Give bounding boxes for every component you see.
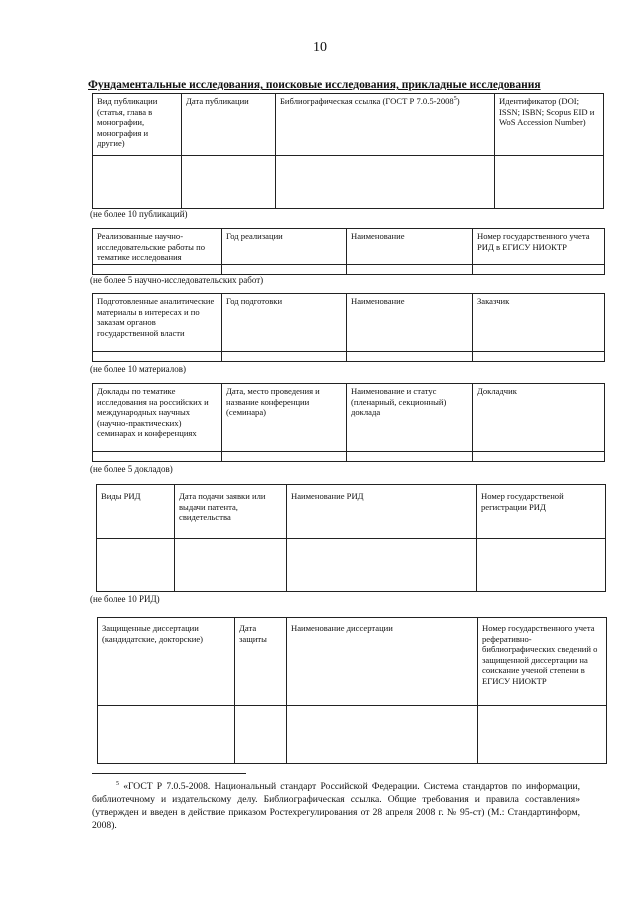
footnote-text: «ГОСТ Р 7.0.5-2008. Национальный стандарт Российской Федерации. Система стандартов по информации, библиотечному и издательскому делу. Библиографическая ссылка. Общие требования и правила составления» (утвержден и введен в действие приказом Ростехрегулирования от 28 апреля 2008 г. № 95-ст) (М.: Стандартинформ, 2008).: [92, 781, 580, 831]
analytics-table: [92, 293, 605, 362]
research-works-table: [92, 228, 605, 275]
footnote-divider: [92, 773, 246, 774]
dissertations-table: [97, 617, 607, 764]
empty-cell: [93, 264, 222, 274]
research-works-note: (не более 5 научно-исследовательских работ): [90, 275, 264, 285]
header-cell: Наименование и статус (пленарный, секционный) доклада: [347, 384, 473, 452]
header-cell: Номер государственного учета РИД в ЕГИСУ НИОКТР: [473, 229, 605, 265]
footnote-mark: 5: [116, 780, 119, 787]
section-title: Фундаментальные исследования, поисковые исследования, прикладные исследования: [88, 79, 541, 91]
empty-cell: [175, 539, 287, 592]
reports-table: [92, 383, 605, 462]
header-cell: Наименование: [347, 229, 473, 265]
publications-note: (не более 10 публикаций): [90, 209, 188, 219]
header-cell: Номер государственой регистрации РИД: [477, 485, 606, 539]
publications-table: [92, 93, 604, 209]
empty-cell: [473, 452, 605, 462]
table-header-row: [93, 294, 605, 352]
table-row: [93, 352, 605, 362]
table-header-row: [93, 384, 605, 452]
header-cell: Виды РИД: [97, 485, 175, 539]
header-cell: Доклады по тематике исследования на российских и международных научных (научно-практических) семинарах и конференциях: [93, 384, 222, 452]
header-cell-text: Библиографическая ссылка (ГОСТ Р 7.0.5-2008: [280, 96, 454, 106]
empty-cell: [97, 539, 175, 592]
table-row: [98, 706, 607, 764]
header-cell: Дата публикации: [182, 94, 276, 156]
table-row: [93, 156, 604, 209]
empty-cell: [347, 264, 473, 274]
header-cell: Год реализации: [222, 229, 347, 265]
empty-cell: [347, 352, 473, 362]
page-number: 10: [313, 40, 327, 55]
empty-cell: [222, 264, 347, 274]
header-cell: Наименование: [347, 294, 473, 352]
header-cell: Защищенные диссертации (кандидатские, докторские): [98, 618, 235, 706]
empty-cell: [495, 156, 604, 209]
empty-cell: [473, 352, 605, 362]
empty-cell: [478, 706, 607, 764]
header-cell: Идентификатор (DOI; ISSN; ISBN; Scopus EID и WoS Accession Number): [495, 94, 604, 156]
table-row: [97, 539, 606, 592]
analytics-note: (не более 10 материалов): [90, 364, 186, 374]
header-cell: Докладчик: [473, 384, 605, 452]
empty-cell: [98, 706, 235, 764]
header-cell: Наименование диссертации: [287, 618, 478, 706]
header-cell-close: ): [456, 96, 460, 106]
empty-cell: [287, 706, 478, 764]
empty-cell: [93, 156, 182, 209]
header-cell: Дата защиты: [235, 618, 287, 706]
footnote-ref: 5: [453, 96, 457, 103]
header-cell: Номер государственного учета реферативно-библиографических сведений о защищенной диссертации на соискание ученой степени в ЕГИСУ НИОКТР: [478, 618, 607, 706]
empty-cell: [222, 352, 347, 362]
empty-cell: [477, 539, 606, 592]
empty-cell: [93, 352, 222, 362]
empty-cell: [276, 156, 495, 209]
empty-cell: [93, 452, 222, 462]
empty-cell: [235, 706, 287, 764]
rid-note: (не более 10 РИД): [90, 594, 160, 604]
table-header-row: [98, 618, 607, 706]
header-cell: Заказчик: [473, 294, 605, 352]
table-header-row: [93, 229, 605, 265]
header-cell: [276, 94, 495, 156]
empty-cell: [287, 539, 477, 592]
footnote: [92, 780, 580, 832]
empty-cell: [222, 452, 347, 462]
table-row: [93, 452, 605, 462]
rid-table: [96, 484, 606, 592]
header-cell: Дата подачи заявки или выдачи патента, свидетельства: [175, 485, 287, 539]
header-cell: Наименование РИД: [287, 485, 477, 539]
reports-note: (не более 5 докладов): [90, 464, 173, 474]
header-cell: Подготовленные аналитические материалы в интересах и по заказам органов государственной власти: [93, 294, 222, 352]
header-cell: Вид публикации (статья, глава в монографии, монография и другие): [93, 94, 182, 156]
table-header-row: [93, 94, 604, 156]
table-header-row: [97, 485, 606, 539]
header-cell: Год подготовки: [222, 294, 347, 352]
empty-cell: [473, 264, 605, 274]
empty-cell: [347, 452, 473, 462]
table-row: [93, 264, 605, 274]
header-cell: Дата, место проведения и название конференции (семинара): [222, 384, 347, 452]
empty-cell: [182, 156, 276, 209]
header-cell: Реализованные научно-исследовательские работы по тематике исследования: [93, 229, 222, 265]
